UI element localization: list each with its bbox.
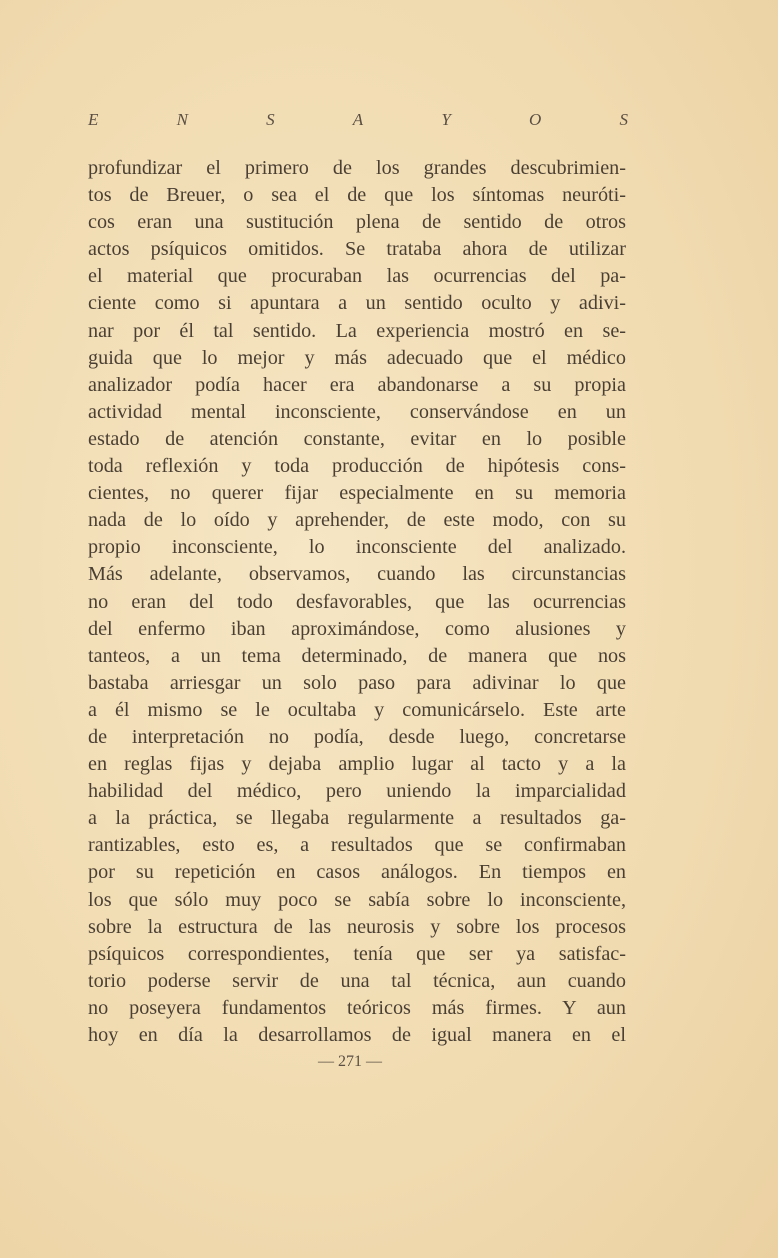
text-line: no eran del todo desfavorables, que las ocurrencias xyxy=(88,590,626,613)
body-text xyxy=(88,155,626,1049)
text-line: propio inconsciente, lo inconsciente del analizado. xyxy=(88,536,626,559)
text-line: no poseyera fundamentos teóricos más firmes. Y aun xyxy=(88,996,626,1019)
text-line: a la práctica, se llegaba regularmente a resultados ga- xyxy=(88,807,626,830)
header-letter: O xyxy=(529,110,542,129)
header-letter: A xyxy=(352,110,364,129)
text-line: por su repetición en casos análogos. En tiempos en xyxy=(88,861,626,884)
text-line: cientes, no querer fijar especialmente en su memoria xyxy=(88,482,626,505)
text-line: tanteos, a un tema determinado, de manera que nos xyxy=(88,644,626,667)
header-letter: S xyxy=(619,110,628,129)
text-line: toda reflexión y toda producción de hipótesis cons- xyxy=(88,455,626,478)
text-line: a él mismo se le ocultaba y comunicárselo. Este arte xyxy=(88,698,626,721)
text-line: estado de atención constante, evitar en lo posible xyxy=(88,427,626,450)
text-line: analizador podía hacer era abandonarse a su propia xyxy=(88,373,626,396)
text-line: los que sólo muy poco se sabía sobre lo inconsciente, xyxy=(88,888,626,911)
header-letter: N xyxy=(176,110,188,129)
text-line: el material que procuraban las ocurrencias del pa- xyxy=(88,265,626,288)
text-line: del enfermo iban aproximándose, como alusiones y xyxy=(88,617,626,640)
running-header xyxy=(88,110,628,130)
text-line: en reglas fijas y dejaba amplio lugar al tacto y a la xyxy=(88,753,626,776)
page-number: — 271 — xyxy=(318,1053,382,1070)
header-letter: Y xyxy=(441,110,451,129)
text-line: profundizar el primero de los grandes descubrimien- xyxy=(88,157,626,179)
text-line: nar por él tal sentido. La experiencia mostró en se- xyxy=(88,319,626,342)
text-line: actos psíquicos omitidos. Se trataba ahora de utilizar xyxy=(88,238,626,261)
text-line: nada de lo oído y aprehender, de este modo, con su xyxy=(88,509,626,532)
text-line: habilidad del médico, pero uniendo la imparcialidad xyxy=(88,780,626,803)
text-line: rantizables, esto es, a resultados que se confirmaban xyxy=(88,834,626,857)
text-line: cos eran una sustitución plena de sentido de otros xyxy=(88,211,626,234)
text-line: psíquicos correspondientes, tenía que ser ya satisfac- xyxy=(88,942,626,965)
text-line: guida que lo mejor y más adecuado que el médico xyxy=(88,346,626,369)
text-line: ciente como si apuntara a un sentido oculto y adivi- xyxy=(88,292,626,315)
text-line: Más adelante, observamos, cuando las circunstancias xyxy=(88,563,626,586)
text-line: tos de Breuer, o sea el de que los síntomas neuróti- xyxy=(88,184,626,207)
text-line: de interpretación no podía, desde luego, concretarse xyxy=(88,725,626,748)
header-letter: S xyxy=(266,110,275,129)
text-line: bastaba arriesgar un solo paso para adivinar lo que xyxy=(88,671,626,694)
header-letter: E xyxy=(88,110,99,129)
text-line: actividad mental inconsciente, conservándose en un xyxy=(88,400,626,423)
text-line: torio poderse servir de una tal técnica, aun cuando xyxy=(88,969,626,992)
text-line: sobre la estructura de las neurosis y sobre los procesos xyxy=(88,915,626,938)
text-line: hoy en día la desarrollamos de igual manera en el xyxy=(88,1024,626,1046)
